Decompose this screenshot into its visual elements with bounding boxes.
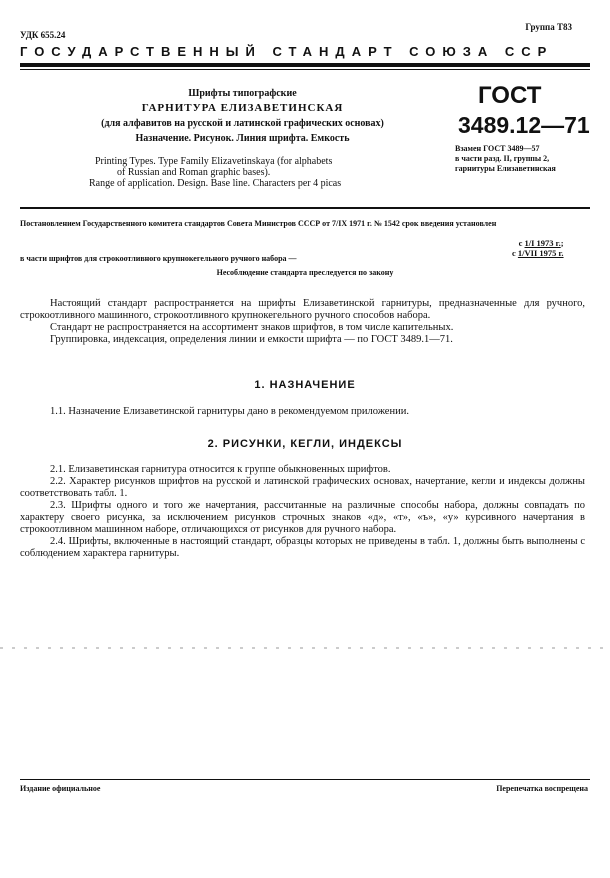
english-title-line3: Range of application. Design. Base line. Characters per 4 picas [89,178,342,189]
intro-p1: Настоящий стандарт распространяется на шрифты Елизаветинской гарнитуры, предназначенные для ручного, строкоотливного машинного, строкоотливного крупнокегельного ручного способов набора. [20,298,585,321]
date1-suffix: ; [560,238,564,248]
section1-p1: 1.1. Назначение Елизаветинской гарнитуры дано в рекомендуемом приложении. [50,406,409,417]
section1-heading: 1. НАЗНАЧЕНИЕ [254,379,356,391]
section2-p3: 2.3. Шрифты одного и того же начертания, рассчитанные на различные способы набора, должны совпадать по характеру своего рисунка, за исключением рисунков строчных знаков «д», «т», «ъ», «у» курсивного начертания в строкоотливном машинном наборе, отличающихся от рисунков для ручного набора. [20,500,585,535]
udk-code: УДК 655.24 [20,30,66,40]
replaces-line2: в части разд. II, группы 2, [455,154,550,163]
scan-artifact-line [0,647,610,649]
date1-prefix: с [518,238,525,248]
header-rule-thick [20,63,590,67]
violation-notice: Несоблюдение стандарта преследуется по закону [216,268,394,277]
effective-dates [512,238,564,258]
section-rule [20,207,590,209]
intro-p3: Группировка, индексация, определения линии и емкости шрифта — по ГОСТ 3489.1—71. [50,334,453,345]
standard-banner: ГОСУДАРСТВЕННЫЙ СТАНДАРТ СОЮЗА ССР [20,44,554,59]
intro-p2: Стандарт не распространяется на ассортимент знаков шрифтов, в том числе капительных. [50,322,454,333]
decree-part: в части шрифтов для строкоотливного крупнокегельного ручного набора — [20,254,297,263]
header-rule-thin [20,69,590,70]
title-line1: Шрифты типографские [188,88,297,99]
replaces-note [455,144,556,174]
effective-date1 [512,238,564,248]
title-line4: Назначение. Рисунок. Линия шрифта. Емкость [135,133,350,144]
footer-rule [20,779,590,780]
replaces-line3: гарнитуры Елизаветинская [455,164,556,173]
replaces-line1: Взамен ГОСТ 3489—57 [455,144,540,153]
title-line2: ГАРНИТУРА ЕЛИЗАВЕТИНСКАЯ [141,102,344,114]
footer-official-edition: Издание официальное [20,784,101,793]
gost-number: 3489.12—71 [458,112,590,138]
date1-value: 1/I 1973 г. [524,238,561,248]
date2-prefix: с [512,248,518,258]
gost-word: ГОСТ [478,82,542,109]
decree-text: Постановлением Государственного комитета стандартов Совета Министров СССР от 7/IX 1971 г. № 1542 срок введения установлен [20,219,497,228]
title-block [40,86,445,146]
english-title [89,156,395,189]
group-code: Группа Т83 [525,22,572,32]
section2-p4: 2.4. Шрифты, включенные в настоящий стандарт, образцы которых не приведены в табл. 1, должны быть выполнены с соблюдением характера гарнитуры. [20,536,585,559]
date2-value: 1/VII 1975 г. [517,248,564,258]
english-title-line2: of Russian and Roman graphic bases). [117,167,271,178]
english-title-line1: Printing Types. Type Family Elizavetinskaya (for alphabets [95,156,333,167]
section2-p2: 2.2. Характер рисунков шрифтов на русской и латинской графических основах, начертание, кегли и индексы должны соответствовать табл. 1. [20,476,585,499]
section2-heading: 2. РИСУНКИ, КЕГЛИ, ИНДЕКСЫ [207,438,403,450]
intro-text [20,298,585,346]
section2-text [20,464,585,560]
title-line3: (для алфавитов на русской и латинской графических основах) [101,118,384,129]
effective-date2 [512,248,564,258]
footer-reprint-prohibited: Перепечатка воспрещена [496,784,588,793]
section1-text [20,406,585,418]
section2-p1: 2.1. Елизаветинская гарнитура относится к группе обыкновенных шрифтов. [50,464,391,475]
